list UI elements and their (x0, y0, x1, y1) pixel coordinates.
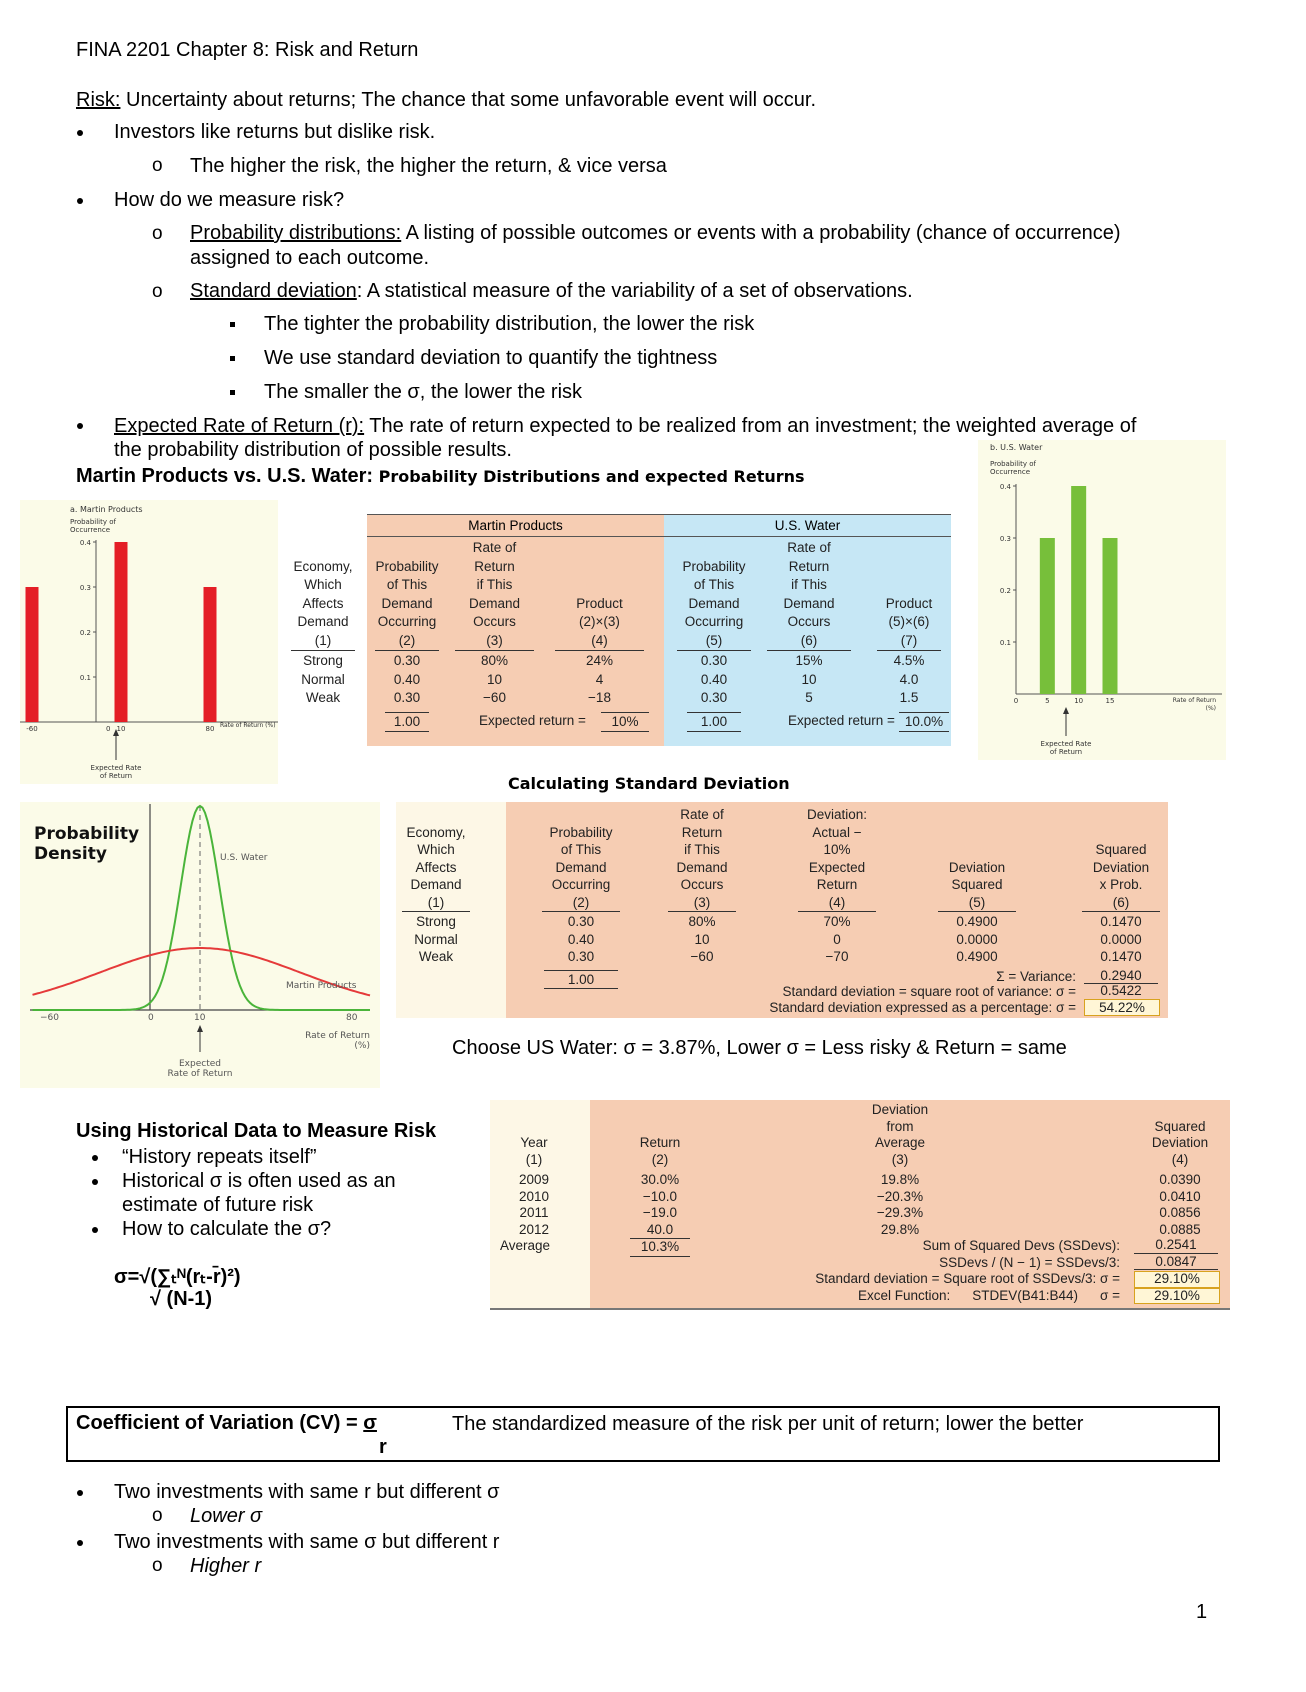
table1-header-cell: of This (386, 577, 428, 592)
hist-bullet-2a: Historical σ is often used as an (122, 1170, 396, 1192)
table1-header-cell: if This (476, 577, 513, 592)
bullet-icon (77, 198, 83, 204)
table2-cell: 70% (823, 914, 851, 929)
table2-col-number: (4) (798, 894, 876, 913)
table1-col-number: (3) (455, 632, 534, 652)
bullet-s2: We use standard deviation to quantify the tightness (264, 347, 718, 369)
table2-cell: −70 (825, 949, 849, 964)
bullet-icon (77, 423, 83, 429)
density-figure (20, 802, 380, 1088)
table2-col-number: (6) (1082, 894, 1160, 913)
density-martin-label: Martin Products (286, 981, 357, 991)
table2-header-cell: Return (681, 824, 723, 840)
table1-total: 1.00 (385, 712, 429, 733)
table3-header-cell: Return (639, 1135, 681, 1150)
cv-box (66, 1406, 1220, 1462)
bullet-s3: The smaller the σ, the lower the risk (264, 381, 583, 403)
section-heading-bold: Martin Products vs. U.S. Water: (76, 465, 374, 487)
table2-cell: 0.0000 (956, 931, 998, 947)
excel-std-dev: 29.10% (1134, 1288, 1220, 1305)
density-xtick-10: 10 (194, 1013, 206, 1023)
cv-numerator: σ (363, 1412, 377, 1434)
table2-header-cell: Demand (410, 877, 462, 892)
table1-header-cell: Rate of (787, 540, 831, 555)
calc-sd-title: Calculating Standard Deviation (508, 774, 790, 793)
density-xtick-neg60: −60 (40, 1013, 59, 1023)
density-panel (20, 802, 380, 1088)
water-arrow-head-icon (1063, 707, 1069, 714)
table1-header-cell: Occurring (377, 614, 437, 629)
sigma-formula-denominator: √ (N-1) (150, 1288, 213, 1310)
table2-header-cell: Actual − (812, 824, 862, 840)
density-xlabel-2: (%) (354, 1041, 370, 1051)
hist-bullet-2b: estimate of future risk (122, 1194, 314, 1216)
excel-function-label (858, 1288, 1120, 1305)
table3-header-cell: from (886, 1118, 914, 1134)
hist-heading: Using Historical Data to Measure Risk (76, 1120, 437, 1142)
table1-cell: 4 (595, 671, 604, 687)
table3-header-cell: (1) (525, 1151, 543, 1167)
martin-ytick-label: 0.3 (79, 584, 91, 592)
table1-cell: 24% (585, 653, 614, 668)
martin-bar-chart (20, 500, 278, 784)
table1-cell: 0.30 (393, 690, 421, 705)
std-dev-percent-label: Standard deviation expressed as a percentage: σ = (769, 999, 1076, 1015)
water-ytick-label: 0.3 (999, 535, 1011, 543)
table1-cell: 0.40 (393, 671, 421, 687)
bullet-b2a-cont: assigned to each outcome. (190, 247, 430, 269)
table2-header-cell: Affects (415, 859, 457, 875)
martin-group-header: Martin Products (468, 518, 563, 533)
martin-ylabel-2: Occurrence (70, 526, 111, 534)
table1-cell: Weak (305, 690, 341, 705)
table2-cell: 0.4900 (956, 949, 998, 964)
square-bullet-icon (230, 356, 235, 361)
water-ytick-label: 0.1 (999, 639, 1011, 647)
martin-ylabel-1: Probability of (70, 518, 116, 526)
average-return: 10.3% (630, 1238, 690, 1257)
table2-cell: 0.30 (567, 949, 595, 964)
table1-header-cell: Economy, (293, 558, 353, 574)
table1-cell: 0.30 (700, 690, 728, 705)
table1-total: 1.00 (687, 712, 741, 733)
table2-cell: 10 (694, 931, 710, 947)
martin-chart-panel (20, 500, 278, 784)
table1-header-cell: Return (474, 558, 515, 574)
hist-std-dev-label: Standard deviation = Square root of SSDevs/3: σ = (815, 1271, 1120, 1286)
cv-denominator: r (379, 1436, 387, 1458)
table2-header-cell: Deviation: (806, 807, 868, 822)
ssdevs-div-label: SSDevs / (N − 1) = SSDevs/3: (939, 1254, 1120, 1270)
table2-cell: 0 (833, 931, 841, 947)
section-heading-rest: Probability Distributions and expected Returns (373, 467, 805, 486)
table3-cell: 2012 (518, 1221, 550, 1237)
table1-col-number: (2) (375, 632, 439, 652)
table1-cell: 10 (486, 671, 503, 687)
table1-header-cell: Probability (375, 558, 439, 574)
water-xtick-label: 5 (1045, 697, 1050, 705)
table1-cell: Strong (303, 653, 343, 668)
martin-xtick-label: 80 (205, 725, 215, 733)
prob-dist-term: Probability distributions: (190, 222, 402, 244)
sub-bullet-icon: o (152, 223, 163, 244)
table3-cell: 2010 (518, 1188, 550, 1204)
table3-body (490, 1100, 1230, 1310)
table2-cell: −60 (690, 949, 714, 964)
table2-cell: Normal (414, 931, 458, 947)
table2-header-cell: Expected (808, 859, 866, 875)
table2-header-cell: Which (417, 842, 455, 857)
water-bar-chart (978, 440, 1226, 760)
table3-header-cell: (3) (891, 1151, 909, 1167)
table3-cell: −20.3% (876, 1188, 924, 1204)
sum-sq-devs: 0.2541 (1134, 1238, 1218, 1254)
water-ylabel-2: Occurrence (990, 468, 1031, 476)
sum-sq-devs-label: Sum of Squared Devs (SSDevs): (922, 1238, 1120, 1253)
table3-cell: 0.0885 (1159, 1221, 1201, 1237)
table1-header-cell: (2)×(3) (579, 614, 620, 629)
water-group-header: U.S. Water (774, 518, 841, 533)
expected-return-text: The rate of return expected to be realized from an investment; the weighted average of (364, 415, 1137, 437)
table1-cell: 80% (480, 653, 509, 668)
cv-label-text: Coefficient of Variation (CV) = (76, 1412, 364, 1434)
table3-cell: 30.0% (640, 1172, 680, 1187)
square-bullet-icon (230, 322, 235, 327)
table1-cell: Normal (301, 671, 345, 687)
bullet-b2: How do we measure risk? (114, 189, 345, 211)
table3-cell: −10.0 (642, 1188, 678, 1204)
historical-table (490, 1100, 1230, 1310)
water-chart-panel (978, 440, 1226, 760)
water-ylabel-1: Probability of (990, 460, 1036, 468)
table1-header-cell: Demand (688, 595, 740, 611)
table1-header-cell: Demand (468, 595, 521, 611)
table2-header-cell: Demand (676, 859, 728, 875)
table1-header-cell: if This (791, 577, 827, 592)
density-arrow-label-2: Rate of Return (167, 1069, 233, 1079)
table3-cell: 29.8% (880, 1221, 920, 1237)
table2-header-cell: Deviation (948, 859, 1006, 875)
average-label: Average (500, 1238, 551, 1253)
martin-expected-return-label: Expected return = (479, 712, 586, 728)
table1-header-cell: Affects (302, 595, 344, 611)
bullet-icon (92, 1227, 98, 1233)
bullet-icon (92, 1179, 98, 1185)
water-xlabel-2: (%) (1205, 705, 1216, 712)
table3-header-cell: (4) (1171, 1151, 1189, 1167)
table1-col-number: (1) (291, 632, 355, 652)
excel-sigma: σ = (1100, 1287, 1120, 1303)
water-xlabel-1: Rate of Return (1172, 697, 1216, 704)
hist-std-dev: 29.10% (1134, 1271, 1220, 1288)
bullet-b2b (190, 279, 913, 303)
table2-header-cell: of This (560, 842, 602, 857)
table1-top-rule (367, 514, 951, 515)
table3-cell: 0.0390 (1159, 1172, 1201, 1187)
table2-cell: Weak (418, 949, 454, 964)
cv-bullet-1: Two investments with same r but different σ (114, 1481, 500, 1503)
table3-header-cell: Deviation (871, 1102, 929, 1117)
table2-col-number: (1) (402, 894, 470, 913)
table2-cell: 0.4900 (956, 914, 998, 929)
table3-cell: 0.0856 (1159, 1205, 1201, 1220)
sub-bullet-icon: o (152, 1555, 163, 1576)
table3-header-cell: Squared (1154, 1118, 1206, 1134)
table2-header-cell: Rate of (680, 807, 724, 822)
table3-cell: 2009 (518, 1172, 550, 1187)
table1-header-cell: Rate of (472, 540, 517, 555)
table2-cell: 0.0000 (1100, 931, 1142, 947)
table1-cell: 1.5 (899, 690, 919, 705)
bullet-b3-cont: the probability distribution of possible results. (114, 439, 512, 461)
std-dev-term: Standard deviation (190, 280, 357, 302)
table2-total: 1.00 (544, 970, 618, 990)
cv-definition: The standardized measure of the risk per unit of return; lower the better (452, 1413, 1084, 1435)
table1-col-number: (4) (555, 632, 644, 652)
water-ytick-label: 0.2 (999, 587, 1011, 595)
excel-label: Excel Function: (857, 1287, 951, 1303)
bullet-icon (92, 1155, 98, 1161)
table1-header-cell: Product (885, 595, 933, 611)
table1-cell: −60 (483, 690, 506, 705)
choose-us-water-note: Choose US Water: σ = 3.87%, Lower σ = Less risky & Return = same (452, 1037, 1067, 1059)
sub-bullet-icon: o (152, 1505, 163, 1526)
density-arrow-head-icon (197, 1025, 203, 1032)
section-heading-1 (76, 465, 805, 488)
water-xtick-label: 15 (1105, 697, 1115, 705)
std-dev-table (396, 802, 1168, 1018)
density-label-1: Probability (34, 824, 140, 844)
bullet-b3 (114, 414, 1136, 438)
martin-xtick-label: 0 (106, 725, 111, 733)
table1-group-rule (367, 536, 951, 537)
table1-header-cell: Occurs (473, 614, 516, 629)
density-arrow-label-1: Expected (179, 1059, 221, 1069)
water-xtick-label: 0 (1013, 697, 1019, 705)
sigma-formula-numerator: σ=√(∑ₜᴺ(rₜ-r̄)²) (114, 1266, 241, 1288)
bullet-icon (77, 130, 83, 136)
table1-cell: 4.5% (893, 653, 925, 668)
table2-cell: 0.1470 (1100, 949, 1142, 964)
martin-expected-return: 10% (601, 712, 649, 733)
density-xtick-80: 80 (346, 1013, 358, 1023)
table2-header-cell: Deviation (1092, 859, 1150, 875)
martin-xtick-label: -60 (26, 725, 38, 733)
table3-header-cell: Deviation (1151, 1135, 1209, 1150)
table3-cell: −29.3% (876, 1205, 924, 1220)
ssdevs-div: 0.0847 (1134, 1255, 1218, 1271)
excel-fn: STDEV(B41:B44) (972, 1287, 1079, 1303)
martin-ytick-label: 0.4 (79, 539, 91, 547)
table2-cell: 0.40 (567, 931, 595, 947)
water-bar (1071, 486, 1086, 694)
table1-cell: 10 (801, 671, 817, 687)
water-expected-return: 10.0% (899, 712, 949, 733)
table1-header-cell: Probability (682, 558, 746, 574)
water-bar (1040, 538, 1055, 694)
density-xlabel-1: Rate of Return (305, 1031, 370, 1041)
table2-header-cell: Probability (549, 824, 613, 840)
table3-cell: 2011 (519, 1205, 549, 1220)
water-expected-return-label: Expected return = (788, 712, 895, 728)
density-label-2: Density (34, 844, 107, 864)
table2-header-cell: x Prob. (1099, 877, 1143, 892)
martin-bar (115, 542, 128, 722)
cv-bullet-1a: Lower σ (190, 1505, 263, 1527)
table2-header-cell: Squared (951, 877, 1003, 892)
martin-xlabel: Rate of Return (%) (220, 722, 276, 729)
table1-col-number: (6) (767, 632, 851, 652)
hist-bullet-1: “History repeats itself” (122, 1146, 317, 1168)
sub-bullet-icon: o (152, 281, 163, 302)
table2-header-cell: 10% (823, 842, 851, 857)
martin-arrow-label-1: Expected Rate (90, 764, 142, 772)
page-title: FINA 2201 Chapter 8: Risk and Return (76, 39, 419, 61)
table2-header-cell: if This (684, 842, 720, 857)
table1-cell: 15% (795, 653, 823, 668)
water-arrow-label-2: of Return (1049, 748, 1083, 756)
std-dev: 0.5422 (1084, 983, 1158, 1000)
table1-header-cell: of This (693, 577, 735, 592)
square-bullet-icon (230, 390, 235, 395)
page-number: 1 (1196, 1601, 1208, 1623)
std-dev-label: Standard deviation = square root of variance: σ = (782, 984, 1076, 999)
bullet-b2a (190, 221, 1120, 245)
table2-cell: 80% (688, 914, 716, 929)
table2-header-cell: Squared (1095, 842, 1147, 857)
martin-bar (26, 587, 39, 722)
martin-bar (204, 587, 217, 722)
table3-header-cell: Year (520, 1135, 548, 1150)
std-dev-percent: 54.22% (1084, 999, 1160, 1017)
density-water-label: U.S. Water (220, 853, 268, 863)
cv-bullet-2a: Higher r (190, 1555, 262, 1577)
variance-label: Σ = Variance: (996, 968, 1076, 984)
expected-return-term: Expected Rate of Return (r): (114, 415, 365, 437)
table1-header-cell: Occurring (684, 614, 744, 629)
risk-definition (76, 88, 816, 112)
table2-header-cell: Demand (555, 859, 607, 875)
table2-body (396, 802, 1168, 1018)
martin-ytick-label: 0.1 (79, 674, 91, 682)
water-xtick-label: 10 (1074, 697, 1084, 705)
table3-cell: 40.0 (646, 1221, 674, 1237)
bullet-b1: Investors like returns but dislike risk. (114, 121, 436, 143)
table1-header-cell: Demand (783, 595, 835, 611)
table1-header-cell: Return (788, 558, 830, 574)
martin-arrow-label-2: of Return (99, 772, 133, 780)
table1-cell: 0.40 (700, 671, 728, 687)
variance: 0.2940 (1084, 968, 1158, 985)
table2-col-number: (2) (542, 894, 620, 913)
water-arrow-label-1: Expected Rate (1040, 740, 1092, 748)
bullet-s1: The tighter the probability distribution, the lower the risk (264, 313, 755, 335)
table2-col-number: (5) (938, 894, 1016, 913)
std-dev-text: : A statistical measure of the variability of a set of observations. (356, 280, 913, 302)
table2-header-cell: Economy, (406, 824, 466, 840)
martin-xtick-label: 10 (116, 725, 126, 733)
hist-bullet-3: How to calculate the σ? (122, 1218, 332, 1240)
table1-header-cell: Demand (381, 595, 433, 611)
table3-header-cell: (2) (651, 1151, 669, 1167)
sub-bullet-icon: o (152, 155, 163, 176)
bullet-icon (77, 1490, 83, 1496)
cv-label (76, 1412, 377, 1435)
table3-cell: 0.0410 (1159, 1188, 1201, 1204)
table2-header-cell: Return (816, 877, 858, 892)
risk-term: Risk: (76, 89, 121, 111)
table2-header-cell: Occurring (551, 877, 611, 892)
table1-header-cell: (5)×(6) (888, 614, 930, 629)
water-ytick-label: 0.4 (999, 483, 1011, 491)
table1-header-cell: Occurs (787, 614, 831, 629)
table2-cell: 0.1470 (1100, 914, 1142, 929)
martin-ytick-label: 0.2 (79, 629, 91, 637)
table1-header-cell: Demand (297, 614, 349, 629)
table1-cell: 4.0 (899, 671, 919, 687)
table2-col-number: (3) (668, 894, 736, 913)
martin-caption: a. Martin Products (70, 505, 143, 514)
table2-cell: Strong (416, 914, 456, 929)
table1-header-cell: Which (304, 577, 342, 592)
table1-cell: 0.30 (700, 653, 728, 668)
table1-col-number: (5) (677, 632, 751, 652)
table2-cell: 0.30 (567, 914, 595, 929)
table3-cell: −19.0 (642, 1205, 678, 1220)
density-xtick-0: 0 (148, 1013, 154, 1023)
table1-header-cell: Product (576, 595, 623, 611)
risk-text: Uncertainty about returns; The chance that some unfavorable event will occur. (120, 89, 817, 111)
cv-bullet-2: Two investments with same σ but different r (114, 1531, 500, 1553)
table3-header-cell: Average (874, 1135, 926, 1150)
table2-header-cell: Occurs (680, 877, 724, 892)
table1-cell: −18 (588, 690, 611, 705)
water-caption: b. U.S. Water (990, 443, 1043, 452)
table1-col-number: (7) (877, 632, 941, 652)
table1-cell: 0.30 (393, 653, 421, 668)
table3-cell: 19.8% (880, 1172, 920, 1187)
water-bar (1103, 538, 1118, 694)
bullet-icon (77, 1540, 83, 1546)
bullet-b1a: The higher the risk, the higher the return, & vice versa (190, 155, 667, 177)
table1-cell: 5 (805, 690, 813, 705)
prob-dist-text: A listing of possible outcomes or events with a probability (chance of occurrence) (401, 222, 1121, 244)
